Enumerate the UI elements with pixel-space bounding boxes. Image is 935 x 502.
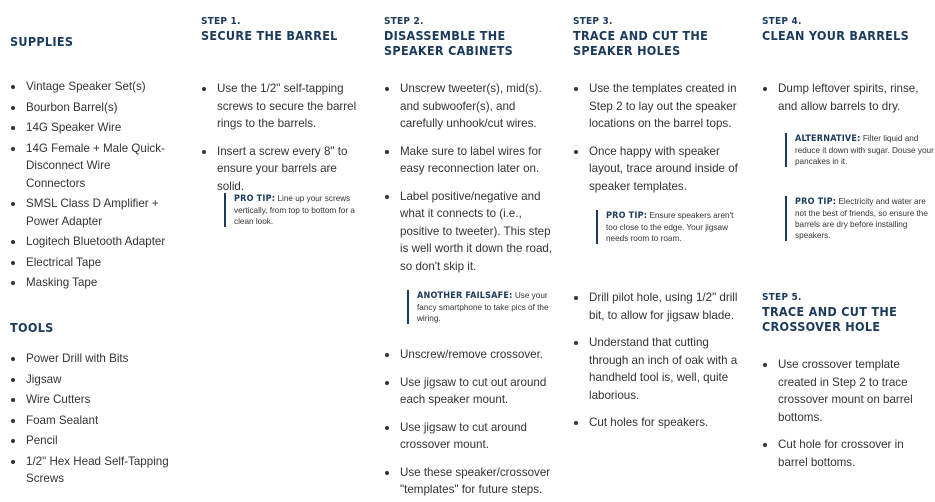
- step-2-list-b: [384, 346, 554, 499]
- list-item: Cut hole for crossover in barrel bottoms.: [762, 436, 928, 471]
- list-item: Insert a screw every 8" to ensure your barrels are solid.: [201, 143, 367, 196]
- list-item: Power Drill with Bits: [10, 350, 172, 368]
- list-item: Drill pilot hole, using 1/2" drill bit, to allow for jigsaw blade.: [573, 289, 743, 324]
- step-4-alternative-tip: [785, 133, 935, 167]
- step-3-list-a: [573, 80, 743, 195]
- step-2-list-a: [384, 80, 554, 275]
- list-item: 14G Speaker Wire: [10, 119, 172, 137]
- pro-tip-text: Ensure speakers aren't too close to the edge. Your jigsaw needs room to roam.: [606, 211, 734, 243]
- list-item: Make sure to label wires for easy reconnection later on.: [384, 143, 554, 178]
- failsafe-text: Use your fancy smartphone to take pics of the wiring.: [417, 291, 549, 323]
- list-item: Label positive/negative and what it connects to (i.e., positive to tweeter). This step is well worth it down the road, so don't skip it.: [384, 188, 554, 276]
- step-3-label: STEP 3.: [573, 16, 613, 27]
- list-item: Electrical Tape: [10, 254, 172, 272]
- list-item: Vintage Speaker Set(s): [10, 78, 172, 96]
- step-5-label: STEP 5.: [762, 292, 802, 303]
- supplies-heading: SUPPLIES: [10, 34, 74, 49]
- list-item: Logitech Bluetooth Adapter: [10, 233, 172, 251]
- list-item: Unscrew/remove crossover.: [384, 346, 554, 364]
- list-item: Foam Sealant: [10, 412, 172, 430]
- list-item: Bourbon Barrel(s): [10, 99, 172, 117]
- step-3-list-b: [573, 289, 743, 432]
- step-2-label: STEP 2.: [384, 16, 424, 27]
- list-item: Use these speaker/crossover "templates" for future steps.: [384, 464, 554, 499]
- list-item: 1/2" Hex Head Self-Tapping Screws: [10, 453, 172, 488]
- pro-tip-label: PRO TIP:: [795, 197, 837, 207]
- step-3-pro-tip: [596, 210, 744, 244]
- step-4-heading: CLEAN YOUR BARRELS: [762, 28, 910, 43]
- list-item: Jigsaw: [10, 371, 172, 389]
- list-item: Masking Tape: [10, 274, 172, 292]
- list-item: Use jigsaw to cut out around each speaker mount.: [384, 374, 554, 409]
- step-5-heading: TRACE AND CUT THE CROSSOVER HOLE: [762, 304, 898, 334]
- list-item: Use jigsaw to cut around crossover mount.: [384, 419, 554, 454]
- pro-tip-label: PRO TIP:: [606, 211, 648, 221]
- list-item: Once happy with speaker layout, trace around inside of speaker templates.: [573, 143, 743, 196]
- list-item: Pencil: [10, 432, 172, 450]
- step-1-heading: SECURE THE BARREL: [201, 28, 338, 43]
- list-item: SMSL Class D Amplifier + Power Adapter: [10, 195, 172, 230]
- list-item: Use the 1/2" self-tapping screws to secure the barrel rings to the barrels.: [201, 80, 367, 133]
- pro-tip-text: Electricity and water are not the best of friends, so ensure the barrels are dry before installing speakers.: [795, 197, 928, 240]
- list-item: Cut holes for speakers.: [573, 414, 743, 432]
- supplies-list: [10, 78, 172, 292]
- step-1-label: STEP 1.: [201, 16, 241, 27]
- step-2-failsafe-tip: [407, 290, 557, 324]
- tools-heading: TOOLS: [10, 320, 54, 335]
- list-item: 14G Female + Male Quick-Disconnect Wire Connectors: [10, 140, 172, 193]
- step-5-list: [762, 356, 928, 471]
- step-4-label: STEP 4.: [762, 16, 802, 27]
- list-item: Use crossover template created in Step 2 to trace crossover mount on barrel bottoms.: [762, 356, 928, 426]
- pro-tip-text: Line up your screws vertically, from top to bottom for a clean look.: [234, 194, 355, 226]
- step-1-pro-tip: [224, 193, 366, 227]
- failsafe-label: ANOTHER FAILSAFE:: [417, 291, 513, 301]
- step-4-pro-tip: [785, 196, 935, 241]
- step-1-list: [201, 80, 367, 195]
- pro-tip-label: PRO TIP:: [234, 194, 276, 204]
- list-item: Understand that cutting through an inch of oak with a handheld tool is, well, quite laborious.: [573, 334, 743, 404]
- alternative-text: Filter liquid and reduce it down with sugar. Douse your pancakes in it.: [795, 134, 934, 166]
- list-item: Wire Cutters: [10, 391, 172, 409]
- alternative-label: ALTERNATIVE:: [795, 134, 861, 144]
- list-item: Unscrew tweeter(s), mid(s). and subwoofer(s), and carefully unhook/cut wires.: [384, 80, 554, 133]
- list-item: Dump leftover spirits, rinse, and allow barrels to dry.: [762, 80, 928, 115]
- tools-list: [10, 350, 172, 488]
- step-4-list: [762, 80, 928, 115]
- step-2-heading: DISASSEMBLE THE SPEAKER CABINETS: [384, 28, 514, 58]
- list-item: Use the templates created in Step 2 to lay out the speaker locations on the barrel tops.: [573, 80, 743, 133]
- step-3-heading: TRACE AND CUT THE SPEAKER HOLES: [573, 28, 709, 58]
